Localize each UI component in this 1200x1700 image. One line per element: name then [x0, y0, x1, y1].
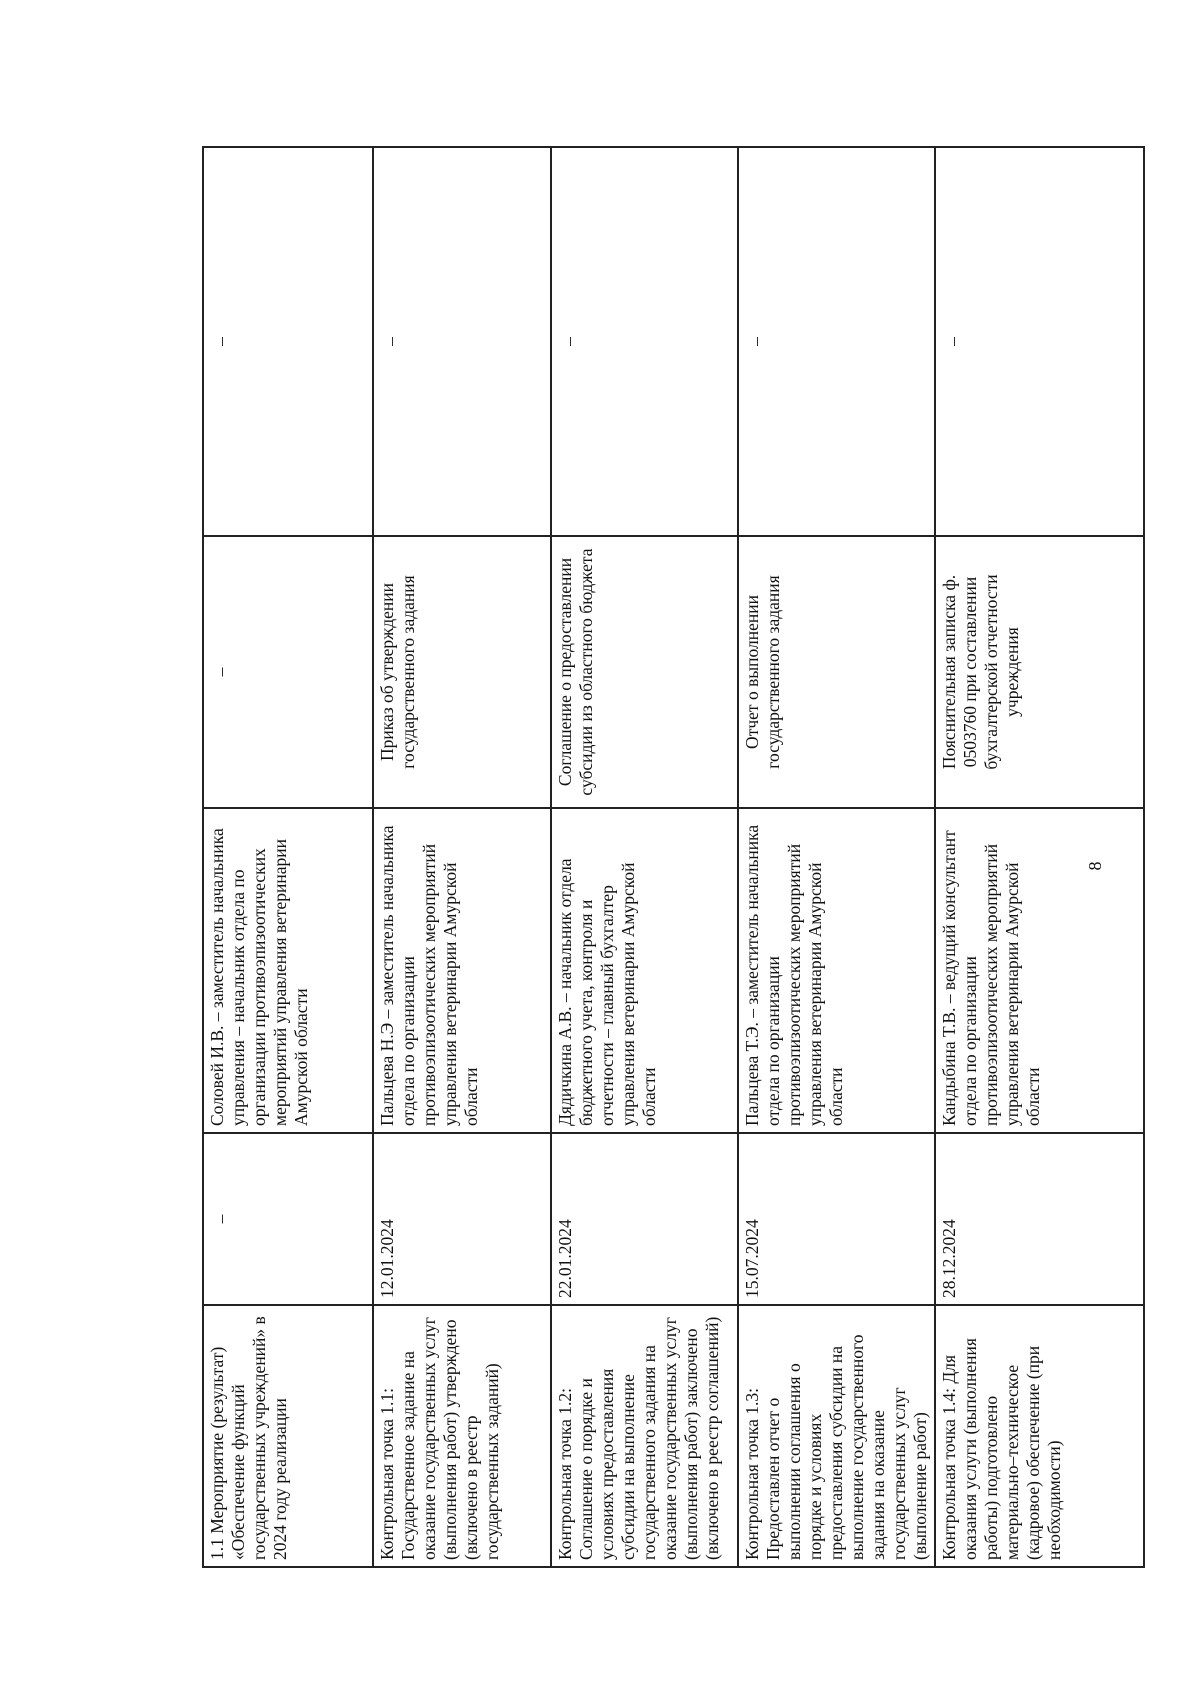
responsible-cell: Пальцева Т.Э. – заместитель начальника отдела по организации противоэпизоотических мероприятий управления ветеринарии Амурской области: [738, 808, 935, 1133]
date-cell: 12.01.2024: [373, 1133, 551, 1305]
info-system-cell: –: [935, 147, 1144, 536]
info-system-cell: –: [203, 147, 373, 536]
document-cell: Соглашение о предоставлении субсидии из областного бюджета: [551, 536, 738, 808]
page-number: 8: [1085, 861, 1105, 871]
document-cell: –: [203, 536, 373, 808]
control-points-table: [202, 146, 1145, 1568]
table-row: [935, 147, 1144, 1567]
date-cell: 15.07.2024: [738, 1133, 935, 1305]
date-cell: –: [203, 1133, 373, 1305]
document-cell: Приказ об утверждении государственного задания: [373, 536, 551, 808]
responsible-cell: Дядичкина А.В. – начальник отдела бюджетного учета, контроля и отчетности – главный бухгалтер управления ветеринарии Амурской области: [551, 808, 738, 1133]
table-row: [551, 147, 738, 1567]
rotated-table-wrapper: [202, 148, 1138, 1568]
event-cell: 1.1 Мероприятие (результат) «Обеспечение функций государственных учреждений» в 2024 году реализации: [203, 1305, 373, 1567]
document-cell: Пояснительная записка ф. 0503760 при составлении бухгалтерской отчетности учреждения: [935, 536, 1144, 808]
info-system-cell: –: [551, 147, 738, 536]
table-row: [203, 147, 373, 1567]
document-cell: Отчет о выполнении государственного задания: [738, 536, 935, 808]
responsible-cell: Пальцева Н.Э – заместитель начальника отдела по организации противоэпизоотических мероприятий управления ветеринарии Амурской области: [373, 808, 551, 1133]
event-cell: Контрольная точка 1.4: Для оказания услуги (выполнения работы) подготовлено материально–техническое (кадровое) обеспечение (при необходимости): [935, 1305, 1144, 1567]
event-cell: Контрольная точка 1.1: Государственное задание на оказание государственных услуг (выполнения работ) утверждено (включено в реестр государственных заданий): [373, 1305, 551, 1567]
date-cell: 28.12.2024: [935, 1133, 1144, 1305]
table-row: [738, 147, 935, 1567]
info-system-cell: –: [738, 147, 935, 536]
info-system-cell: –: [373, 147, 551, 536]
date-cell: 22.01.2024: [551, 1133, 738, 1305]
responsible-cell: Кандыбина Т.В. – ведущий консультант отдела по организации противоэпизоотических мероприятий управления ветеринарии Амурской области: [935, 808, 1144, 1133]
event-cell: Контрольная точка 1.3: Предоставлен отчет о выполнении соглашения о порядке и условиях предоставления субсидии на выполнение государственного задания на оказание государственных услуг (выполнение работ): [738, 1305, 935, 1567]
event-cell: Контрольная точка 1.2: Соглашение о порядке и условиях предоставления субсидии на выполнение государственного задания на оказание государственных услуг (выполнения работ) заключено (включено в реестр соглашений): [551, 1305, 738, 1567]
table-row: [373, 147, 551, 1567]
responsible-cell: Соловей И.В. – заместитель начальника управления – начальник отдела по организации противоэпизоотических мероприятий управления ветеринарии Амурской области: [203, 808, 373, 1133]
